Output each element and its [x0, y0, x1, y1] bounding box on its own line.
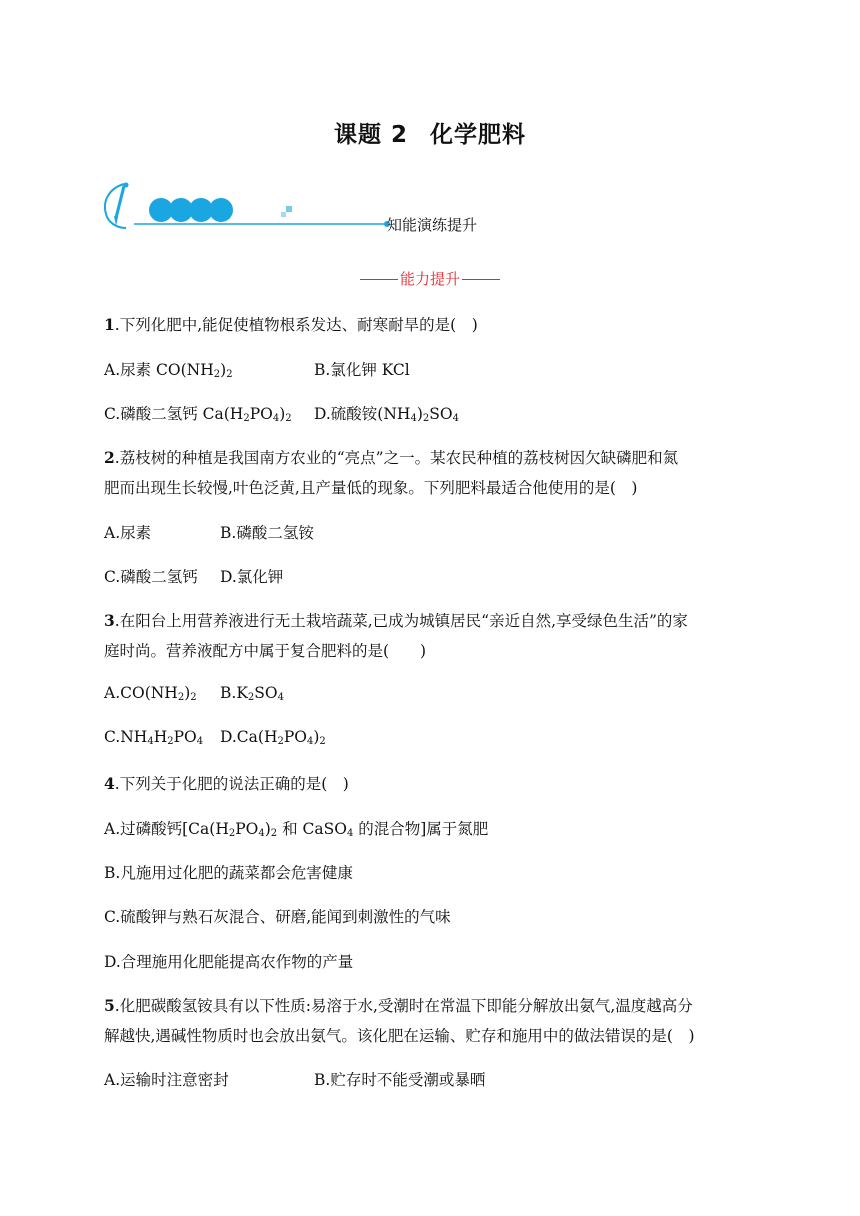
option-4c: C.硫酸钾与熟石灰混合、研磨,能闻到刺激性的气味 — [104, 908, 451, 926]
question-2-stem-line-2: 肥而出现生长较慢,叶色泛黄,且产量低的现象。下列肥料最适合他使用的是( ) — [104, 479, 638, 497]
question-4-stem: 4.下列关于化肥的说法正确的是( ) — [104, 774, 349, 793]
question-3-stem-line-2: 庭时尚。营养液配方中属于复合肥料的是( ) — [104, 642, 427, 660]
option-1a: A.尿素 $CO(NH_2)_2$ — [104, 361, 233, 380]
question-1-stem: 1.下列化肥中,能促使植物根系发达、耐寒耐旱的是( ) — [104, 315, 478, 334]
lesson-name: 化学肥料 — [430, 122, 526, 148]
option-4d: D.合理施用化肥能提高农作物的产量 — [104, 953, 354, 971]
section-rule-right — [462, 279, 500, 280]
option-2b: B.磷酸二氢铵 — [220, 524, 314, 542]
question-5-stem-line-2: 解越快,遇碱性物质时也会放出氨气。该化肥在运输、贮存和施用中的做法错误的是( ) — [104, 1027, 695, 1045]
question-1-options-ab — [104, 358, 410, 380]
question-3-options-cd — [104, 728, 326, 747]
section-label: 能力提升 — [399, 270, 460, 288]
option-1c: C.磷酸二氢钙 $Ca(H_2PO_4)_2$ — [104, 405, 292, 424]
question-5-stem-line-1: 5.化肥碳酸氢铵具有以下性质:易溶于水,受潮时在常温下即能分解放出氨气,温度越高分 — [104, 996, 693, 1015]
decorative-dots — [149, 198, 233, 222]
option-3d: $D.Ca(H_2PO_4)_2$ — [220, 728, 326, 747]
question-2-options-cd — [104, 565, 283, 587]
question-1-options-cd — [104, 402, 459, 424]
lesson-number: 课题 2 — [333, 122, 408, 148]
option-3b: $B.K_2SO_4$ — [220, 684, 284, 703]
option-2c: C.磷酸二氢钙 — [104, 568, 198, 586]
option-3c: $C.NH_4H_2PO_4$ — [104, 728, 204, 747]
option-3a: $A.CO(NH_2)_2$ — [104, 684, 197, 703]
brush-icon — [105, 183, 129, 229]
option-1d: D.硫酸铵$(NH_4)_2SO_4$ — [314, 405, 459, 424]
option-5b: B.贮存时不能受潮或暴晒 — [314, 1071, 486, 1089]
section-heading — [0, 268, 860, 289]
page-title — [0, 116, 860, 149]
question-2-options-ab — [104, 521, 314, 543]
question-2-stem-line-1: 2.荔枝树的种植是我国南方农业的“亮点”之一。某农民种植的荔枝树因欠缺磷肥和氮 — [104, 448, 679, 467]
option-2d: D.氯化钾 — [220, 568, 284, 586]
banner-label: 知能演练提升 — [387, 216, 478, 234]
option-4a: A.过磷酸钙[$Ca(H_2PO_4)_2$ 和 CaSO$_4$ 的混合物]属于氮肥 — [104, 820, 489, 839]
option-4b: B.凡施用过化肥的蔬菜都会危害健康 — [104, 864, 353, 882]
section-rule-left — [360, 279, 398, 280]
question-3-stem-line-1: 3.在阳台上用营养液进行无土栽培蔬菜,已成为城镇居民“亲近自然,享受绿色生活”的家 — [104, 611, 688, 630]
option-5a: A.运输时注意密封 — [104, 1071, 229, 1089]
question-3-options-ab — [104, 684, 284, 703]
option-2a: A.尿素 — [104, 524, 152, 542]
question-5-options-ab — [104, 1068, 485, 1090]
option-1b: B.氯化钾 KCl — [314, 361, 410, 379]
